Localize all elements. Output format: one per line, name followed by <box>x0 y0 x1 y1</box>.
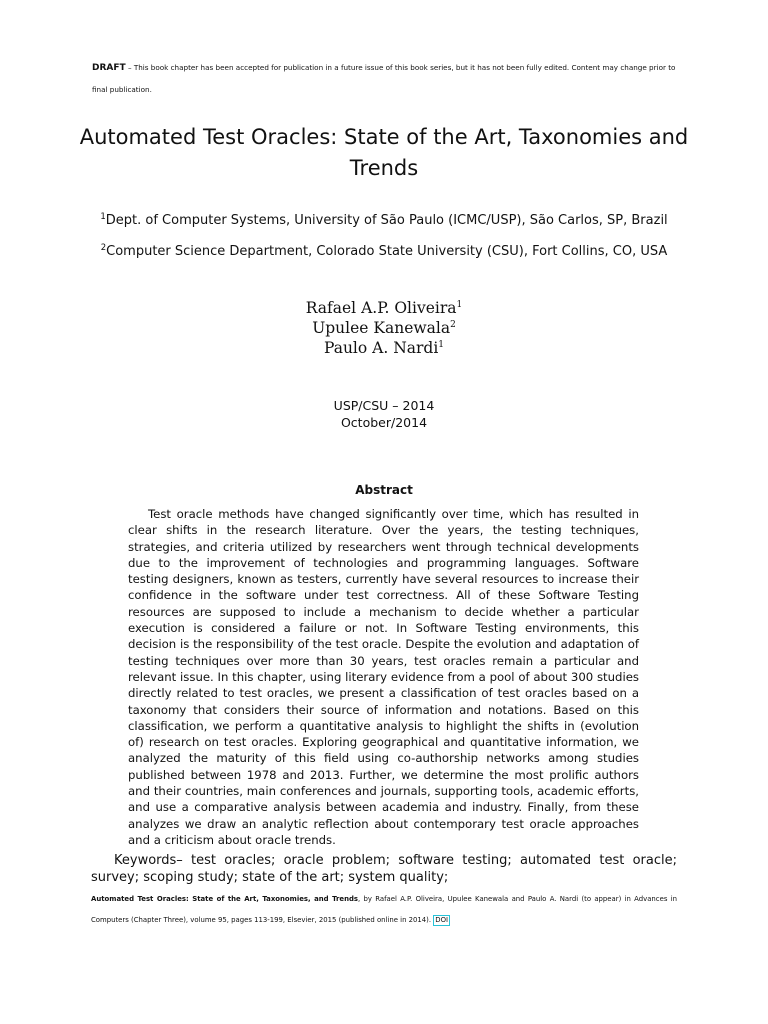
affiliation-1-text: Dept. of Computer Systems, University of São Paulo (ICMC/USP), São Carlos, SP, Brazil <box>105 213 668 228</box>
author-3-mark: 1 <box>438 340 445 350</box>
author-2-mark: 2 <box>450 320 456 330</box>
institution-line: USP/CSU – 2014 <box>333 398 435 413</box>
doi-link[interactable]: DOI <box>435 916 449 924</box>
abstract-body: Test oracle methods have changed significantly over time, which has resulted in clear shifts in the research literature. Over the years, the testing techniques, strategies, and criteria utilized by researchers went through technical developments due to the improvement of technologies and programming languages. Software testing designers, known as testers, currently have several resources to increase their confidence in the software under test correctness. All of these Software Testing resources are supposed to include a mechanism to decide whether a particular execution is considered a failure or not. In Software Testing environments, this decision is the responsibility of the test oracle. Despite the evolution and adaptation of testing techniques over more than 30 years, test oracles remain a particular and relevant issue. In this chapter, using literary evidence from a pool of about 300 studies directly related to test oracles, we present a classification of test oracles based on a taxonomy that considers their source of information and notations. Based on this classification, we perform a quantitative analysis to highlight the shifts in (evolution of) research on test oracles. Exploring geographical and quantitative information, we analyzed the maturity of this field using co-authorship networks among studies published between 1978 and 2013. Further, we determine the most prolific authors and their countries, main conferences and journals, supporting tools, academic efforts, and use a comparative analysis between academia and industry. Finally, from these analyzes we draw an analytic reflection about contemporary test oracle approaches and a criticism about oracle trends. <box>128 507 639 847</box>
affiliation-1 <box>60 212 708 230</box>
footer-text: , by Rafael A.P. Oliveira, Upulee Kanewala and Paulo A. Nardi (to appear) in Advances in Computers (Chapter Three), volume 95, pages 113-199, Elsevier, 2015 (published online in 2014). <box>91 895 677 924</box>
draft-text: – This book chapter has been accepted for publication in a future issue of this book series, but it has not been fully edited. Content may change prior to final publication. <box>92 63 676 94</box>
date-line: October/2014 <box>340 415 428 430</box>
author-2 <box>60 318 708 338</box>
affiliation-2 <box>60 243 708 261</box>
draft-label: DRAFT <box>92 63 126 73</box>
author-1-mark: 1 <box>456 300 463 310</box>
citation-footer <box>91 889 677 931</box>
draft-notice <box>92 57 682 100</box>
date-block <box>60 397 708 431</box>
author-3-name: Paulo A. Nardi <box>323 339 439 357</box>
author-1 <box>60 298 708 318</box>
author-2-name: Upulee Kanewala <box>312 319 451 337</box>
keywords: Keywords– test oracles; oracle problem; software testing; automated test oracle; survey; scoping study; state of the art; system quality; <box>91 853 677 885</box>
paper-title: Automated Test Oracles: State of the Art, Taxonomies and Trends <box>79 125 689 180</box>
author-3 <box>60 338 708 358</box>
affiliation-2-mark: 2 <box>100 243 107 253</box>
author-list <box>60 298 708 358</box>
author-1-name: Rafael A.P. Oliveira <box>305 299 457 317</box>
footer-title: Automated Test Oracles: State of the Art, Taxonomies, and Trends <box>91 895 359 903</box>
affiliation-1-mark: 1 <box>100 212 106 222</box>
affiliation-2-text: Computer Science Department, Colorado State University (CSU), Fort Collins, CO, USA <box>106 244 668 259</box>
abstract-heading: Abstract <box>355 483 413 497</box>
